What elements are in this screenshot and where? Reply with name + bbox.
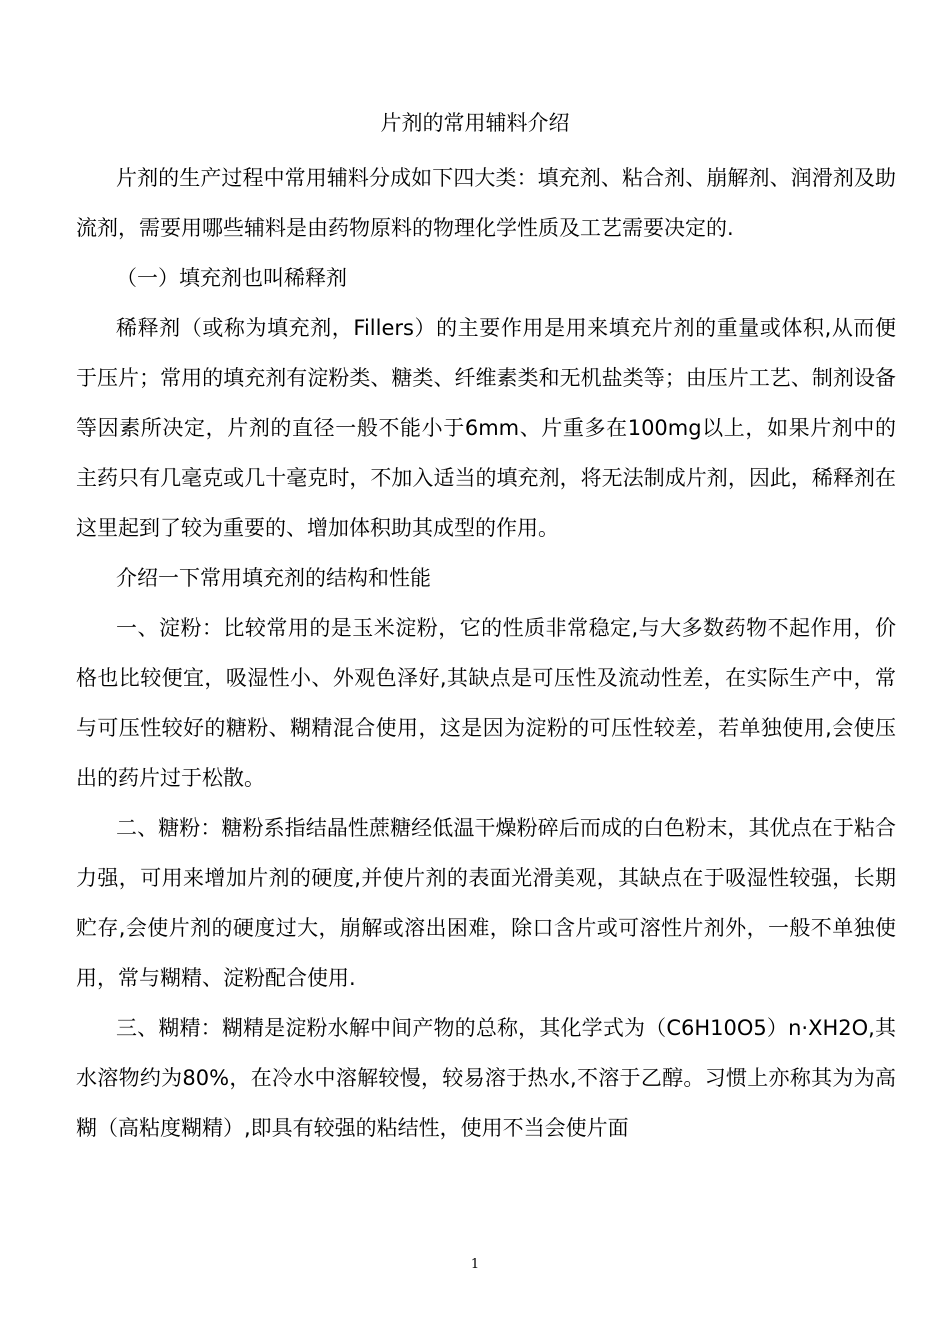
diluent-paragraph: 稀释剂（或称为填充剂，Fillers）的主要作用是用来填充片剂的重量或体积,从而便于压片；常用的填充剂有淀粉类、糖类、纤维素类和无机盐类等；由压片工艺、制剂设备等因素所决定，片剂的直径一般不能小于6mm、片重多在100mg以上，如果片剂中的主药只有几毫克或几十毫克时，不加入适当的填充剂，将无法制成片剂，因此，稀释剂在这里起到了较为重要的、增加体积助其成型的作用。 (76, 316, 896, 540)
document-title: 片剂的常用辅料介绍 (380, 111, 570, 135)
dextrin-paragraph: 三、糊精：糊精是淀粉水解中间产物的总称，其化学式为（C6H10O5）n·XH2O,其水溶物约为80%，在冷水中溶解较慢，较易溶于热水,不溶于乙醇。习惯上亦称其为为高糊（高粘度糊精）,即具有较强的粘结性，使用不当会使片面 (76, 1016, 896, 1140)
subsection-heading-structure: 介绍一下常用填充剂的结构和性能 (116, 566, 431, 590)
intro-paragraph: 片剂的生产过程中常用辅料分成如下四大类：填充剂、粘合剂、崩解剂、润滑剂及助流剂，需要用哪些辅料是由药物原料的物理化学性质及工艺需要决定的. (76, 166, 896, 240)
section-heading-fillers: （一）填充剂也叫稀释剂 (116, 266, 347, 290)
starch-paragraph: 一、淀粉：比较常用的是玉米淀粉，它的性质非常稳定,与大多数药物不起作用，价格也比较便宜，吸湿性小、外观色泽好,其缺点是可压性及流动性差，在实际生产中，常与可压性较好的糖粉、糊精混合使用，这是因为淀粉的可压性较差，若单独使用,会使压出的药片过于松散。 (76, 616, 896, 790)
page-number: 1 (470, 1257, 480, 1272)
sugar-powder-paragraph: 二、糖粉：糖粉系指结晶性蔗糖经低温干燥粉碎后而成的白色粉末，其优点在于粘合力强，可用来增加片剂的硬度,并使片剂的表面光滑美观，其缺点在于吸湿性较强，长期贮存,会使片剂的硬度过大，崩解或溶出困难，除口含片或可溶性片剂外，一般不单独使用，常与糊精、淀粉配合使用. (76, 816, 896, 990)
document-body (76, 153, 896, 1153)
